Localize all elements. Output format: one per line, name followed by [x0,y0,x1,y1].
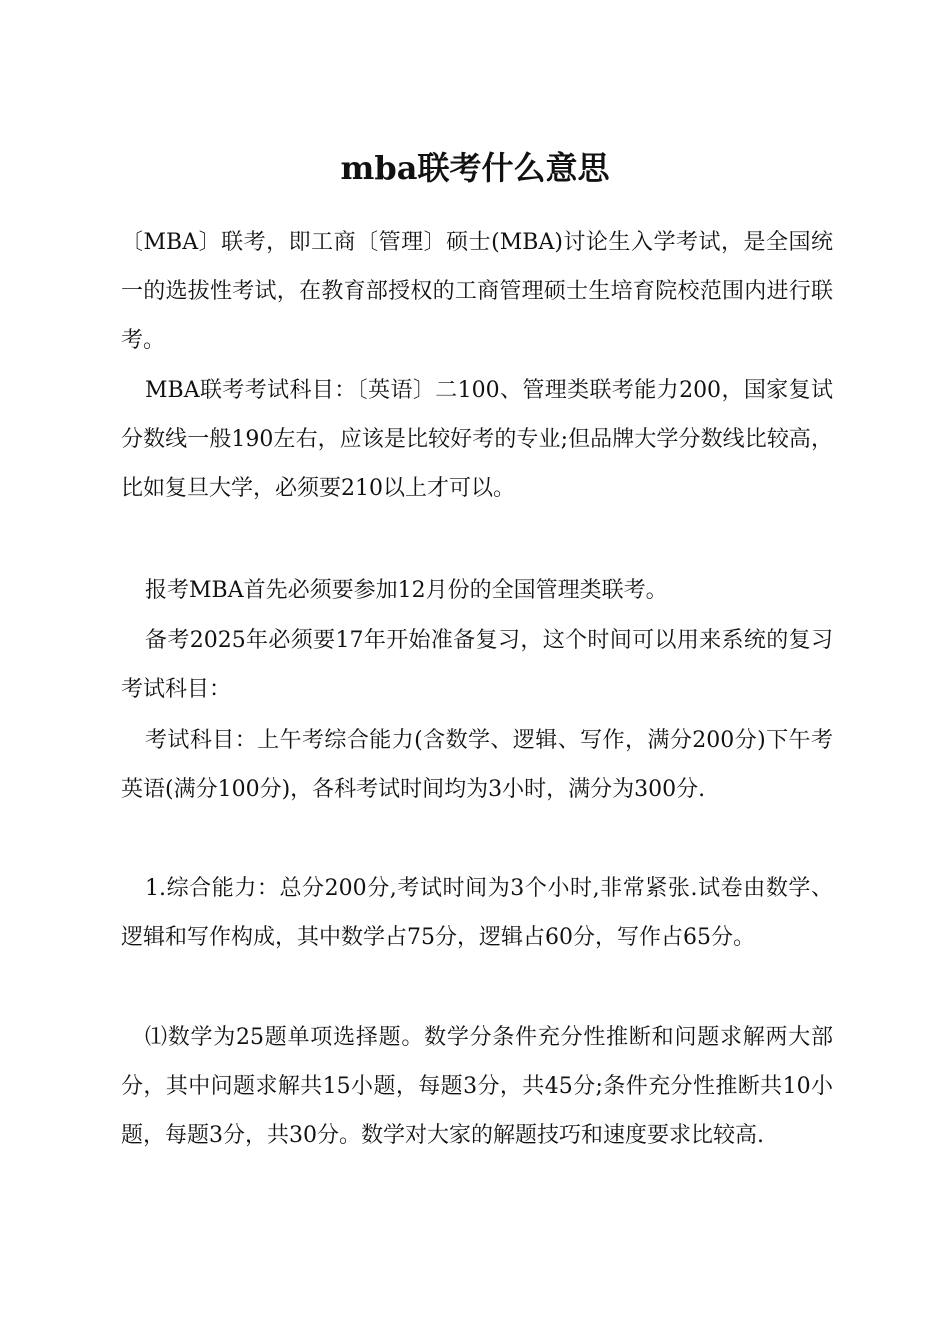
paragraph-comprehensive-ability: 1.综合能力：总分200分,考试时间为3个小时,非常紧张.试卷由数学、逻辑和写作构成，其中数学占75分，逻辑占60分，写作占65分。 [121,876,833,950]
document-title: mba联考什么意思 [340,149,610,187]
paragraph-exam-schedule: 考试科目：上午考综合能力(含数学、逻辑、写作，满分200分)下午考英语(满分100分)，各科考试时间均为3小时，满分为300分. [121,728,833,802]
paragraph-registration: 报考MBA首先必须要参加12月份的全国管理类联考。 [145,578,668,603]
paragraph-exam-subjects: MBA联考考试科目：〔英语〕二100、管理类联考能力200，国家复试分数线一般190左右，应该是比较好考的专业;但品牌大学分数线比较高，比如复旦大学，必须要210以上才可以。 [121,378,833,501]
paragraph-math-section: ⑴数学为25题单项选择题。数学分条件充分性推断和问题求解两大部分，其中问题求解共15小题，每题3分，共45分;条件充分性推断共10小题，每题3分，共30分。数学对大家的解题技巧和速度要求比较高. [121,1025,833,1148]
paragraph-intro: 〔MBA〕联考，即工商〔管理〕硕士(MBA)讨论生入学考试，是全国统一的选拔性考试，在教育部授权的工商管理硕士生培育院校范围内进行联考。 [121,230,833,353]
paragraph-preparation: 备考2025年必须要17年开始准备复习，这个时间可以用来系统的复习考试科目： [121,628,833,702]
